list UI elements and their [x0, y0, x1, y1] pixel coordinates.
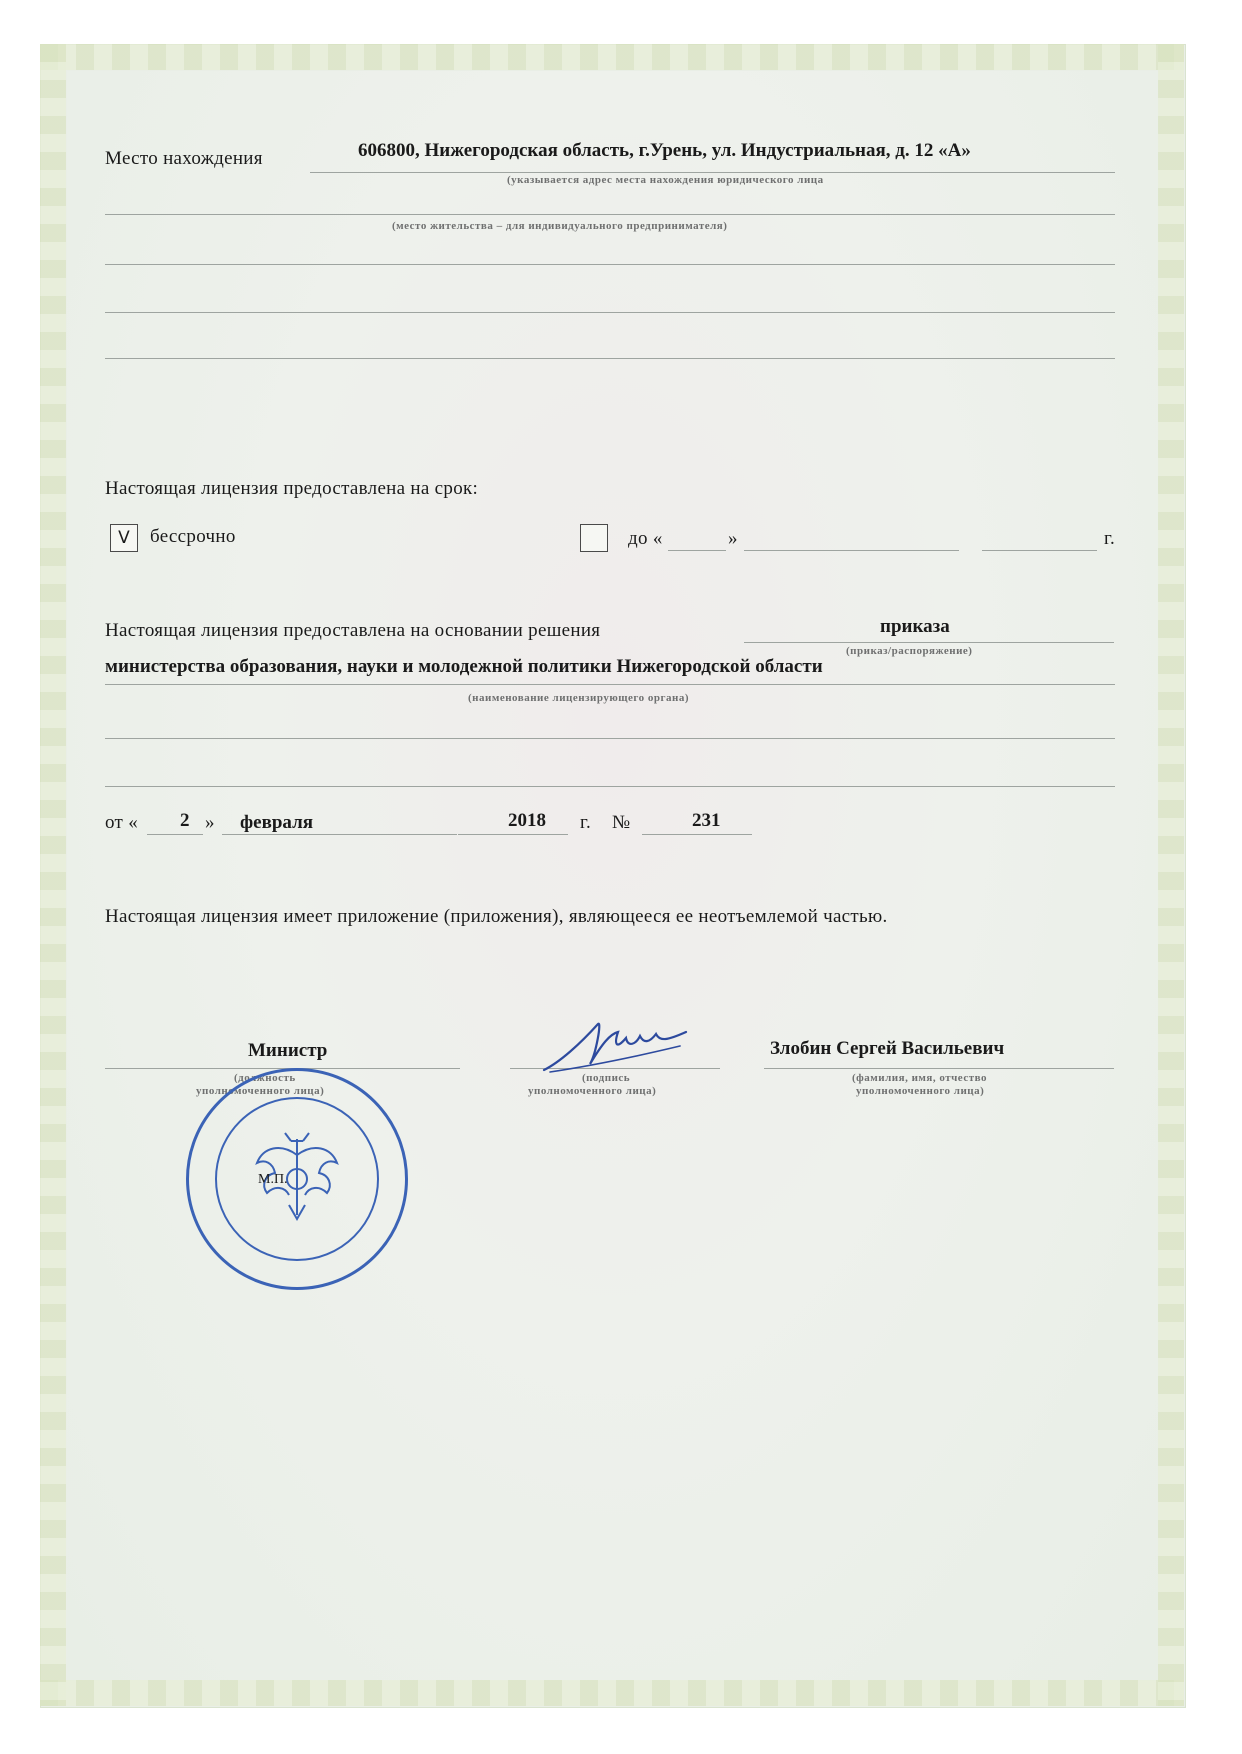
decision-line	[744, 642, 1114, 643]
order-number-label: №	[612, 812, 631, 833]
ornament-border-bottom	[40, 1680, 1184, 1706]
order-day-close: »	[205, 812, 215, 833]
until-checkbox[interactable]	[580, 524, 608, 552]
order-year-suffix: г.	[580, 812, 591, 833]
until-month-line	[744, 550, 959, 551]
ornament-border-left	[40, 44, 66, 1706]
order-number-line	[642, 834, 752, 835]
until-label: до «	[628, 528, 663, 549]
ornament-border-right	[1158, 44, 1184, 1706]
blank-line-6	[105, 786, 1115, 787]
indefinite-label: бессрочно	[150, 526, 236, 547]
blank-line-2	[105, 264, 1115, 265]
until-day-line	[668, 550, 726, 551]
order-year: 2018	[508, 810, 546, 831]
blank-line-1	[105, 214, 1115, 215]
ornament-border-top	[40, 44, 1184, 70]
indefinite-checkbox[interactable]: V	[110, 524, 138, 552]
until-year-suffix: г.	[1104, 528, 1115, 549]
authority-hint: (наименование лицензирующего органа)	[468, 692, 689, 704]
order-day: 2	[180, 810, 190, 831]
order-day-line	[147, 834, 203, 835]
blank-line-3	[105, 312, 1115, 313]
order-from-label: от «	[105, 812, 139, 833]
authority-line	[105, 684, 1115, 685]
stamp-place: М.П.	[258, 1172, 288, 1187]
address-line	[310, 172, 1115, 173]
signature-hint-2: уполномоченного лица)	[528, 1085, 657, 1097]
order-month: февраля	[240, 812, 314, 833]
blank-line-4	[105, 358, 1115, 359]
decision-hint: (приказ/распоряжение)	[846, 645, 973, 657]
order-year-line	[458, 834, 568, 835]
appendix-text: Настоящая лицензия имеет приложение (приложения), являющееся ее неотъемлемой частью.	[105, 906, 888, 927]
name-hint-1: (фамилия, имя, отчество	[852, 1072, 987, 1084]
order-number: 231	[692, 810, 721, 831]
order-month-line	[222, 834, 457, 835]
handwritten-signature	[540, 1014, 690, 1074]
address-hint-legal: (указывается адрес места нахождения юридического лица	[507, 174, 824, 186]
license-sheet	[40, 44, 1186, 1708]
position-hint-1: (должность	[234, 1072, 296, 1084]
address-label: Место нахождения	[105, 148, 263, 169]
blank-line-5	[105, 738, 1115, 739]
licensing-authority: министерства образования, науки и молодежной политики Нижегородской области	[105, 656, 823, 677]
decision-type: приказа	[880, 616, 950, 637]
until-year-line	[982, 550, 1097, 551]
signatory-position: Министр	[248, 1040, 328, 1061]
name-hint-2: уполномоченного лица)	[856, 1085, 985, 1097]
until-close: »	[728, 528, 738, 549]
signatory-name: Злобин Сергей Васильевич	[770, 1038, 1005, 1059]
official-seal	[186, 1068, 408, 1290]
term-label: Настоящая лицензия предоставлена на срок:	[105, 478, 479, 499]
address-hint-individual: (место жительства – для индивидуального предпринимателя)	[392, 220, 728, 232]
position-hint-2: уполномоченного лица)	[196, 1085, 325, 1097]
name-line	[764, 1068, 1114, 1069]
address-value: 606800, Нижегородская область, г.Урень, ул. Индустриальная, д. 12 «А»	[358, 140, 971, 161]
basis-label: Настоящая лицензия предоставлена на основании решения	[105, 620, 601, 641]
signature-hint-1: (подпись	[582, 1072, 631, 1084]
